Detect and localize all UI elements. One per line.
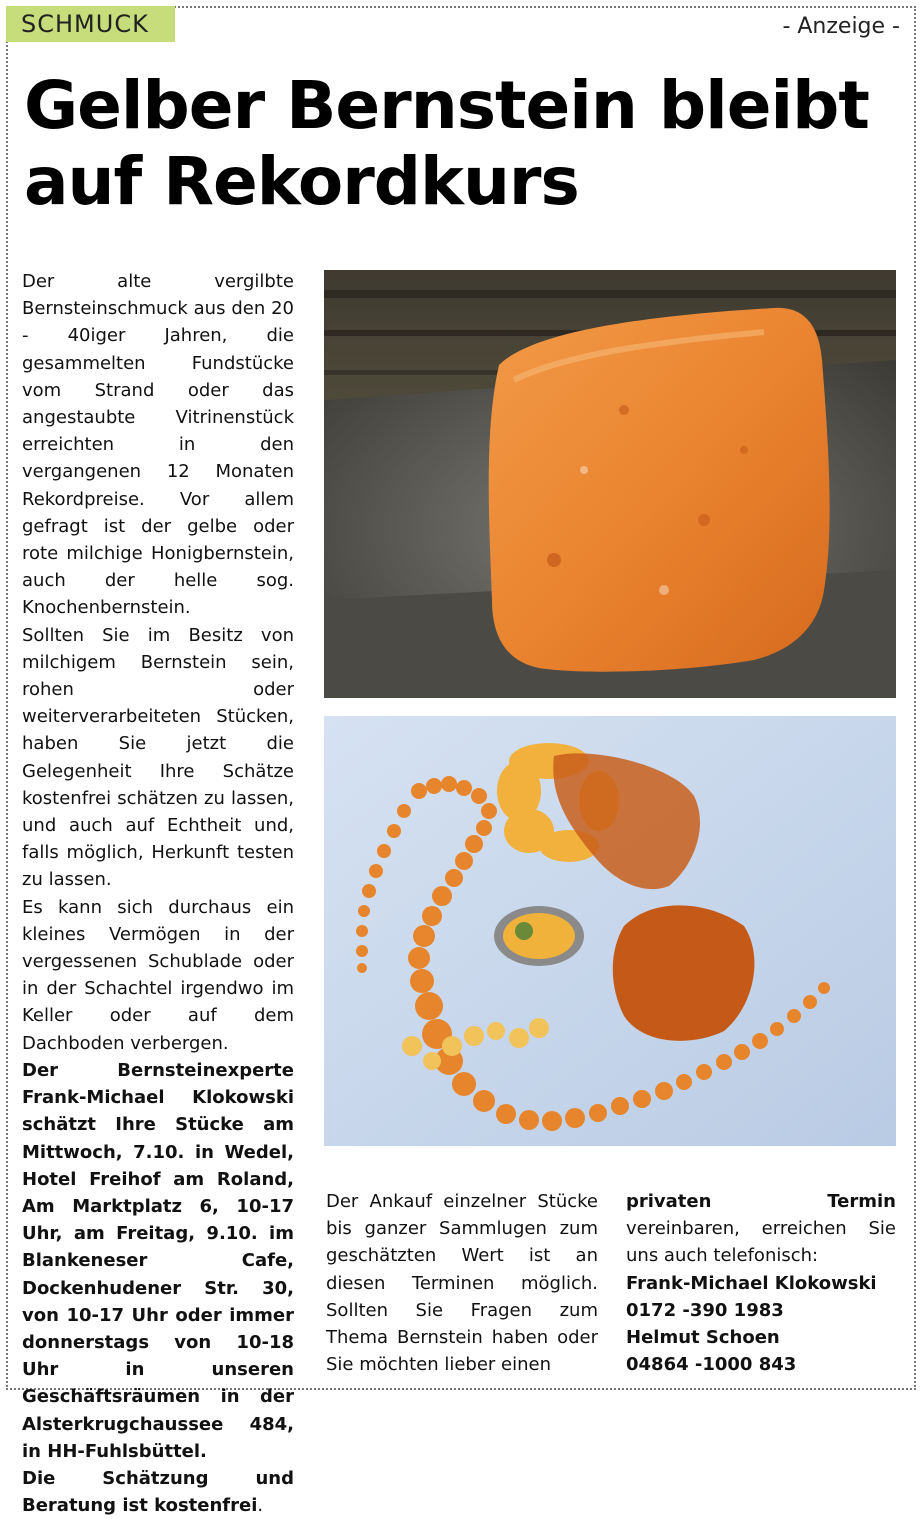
contact-name-2: Helmut Schoen [626,1327,780,1349]
advertisement-label: - Anzeige - [782,14,900,39]
contact-phone-2: 04864 -1000 843 [626,1354,797,1376]
article-column-right [626,1188,896,1378]
paragraph-fortune: Es kann sich durchaus ein kleines Vermögen in der vergessenen Schublade oder in der Schachtel irgendwo im Keller oder auf dem Dachboden verbergen. [22,896,294,1054]
free-appraisal-text: Die Schätzung und Beratung ist kostenfrei [22,1467,294,1517]
contact-phone-1: 0172 -390 1983 [626,1299,784,1321]
paragraph-appraisal: Sollten Sie im Besitz von milchigem Bernstein sein, rohen oder weiterverarbeiteten Stücken, haben Sie jetzt die Gelegenheit Ihre Schätze kostenfrei schätzen zu lassen, und auch auf Echtheit und, falls möglich, Herkunft testen zu lassen. [22,624,294,891]
amber-jewelry-image [324,716,896,1146]
free-appraisal-period: . [257,1495,264,1517]
paragraph-purchase: Der Ankauf einzelner Stücke bis ganzer Sammlugen zum geschätzten Wert ist an diesen Terminen möglich. Sollten Sie Fragen zum Thema Bernstein haben oder Sie möchten lieber einen [326,1191,598,1376]
paragraph-dates: Der Bernsteinexperte Frank-Michael Klokowski schätzt Ihre Stücke am Mittwoch, 7.10. in Wedel, Hotel Freihof am Roland, Am Marktplatz 6, 10-17 Uhr, am Freitag, 9.10. im Blankeneser Cafe, Dockenhudener Str. 30, von 10-17 Uhr oder immer donnerstags von 10-18 Uhr in unseren Geschäftsräumen in der Alsterkrugchaussee 484, in HH-Fuhlsbüttel. [22,1059,294,1462]
amber-jewelry-photo [324,716,896,1146]
article-column-middle [326,1188,598,1378]
paragraph-free [22,1465,294,1519]
contact-name-1: Frank-Michael Klokowski [626,1272,877,1294]
paragraph-intro: Der alte vergilbte Bernsteinschmuck aus den 20 - 40iger Jahren, die gesammelten Fundstücke vom Strand oder das angestaubte Vitrinenstück erreichten in den vergangenen 12 Monaten Rekordpreise. Vor allem gefragt ist der gelbe oder rote milchige Honigbernstein, auch der helle sog. Knochenbernstein. [22,271,294,619]
contact-intro-text: vereinbaren, erreichen Sie uns auch telefonisch: [626,1218,896,1267]
section-tag [6,6,175,42]
amber-rock-image [324,270,896,698]
paragraph-contact [626,1188,896,1270]
article-column-left [22,268,294,1519]
headline: Gelber Bernstein bleibt auf Rekordkurs [24,67,869,220]
section-label: SCHMUCK [21,10,149,38]
private-appointment-text: privaten Termin [626,1191,896,1212]
amber-rock-photo [324,270,896,698]
